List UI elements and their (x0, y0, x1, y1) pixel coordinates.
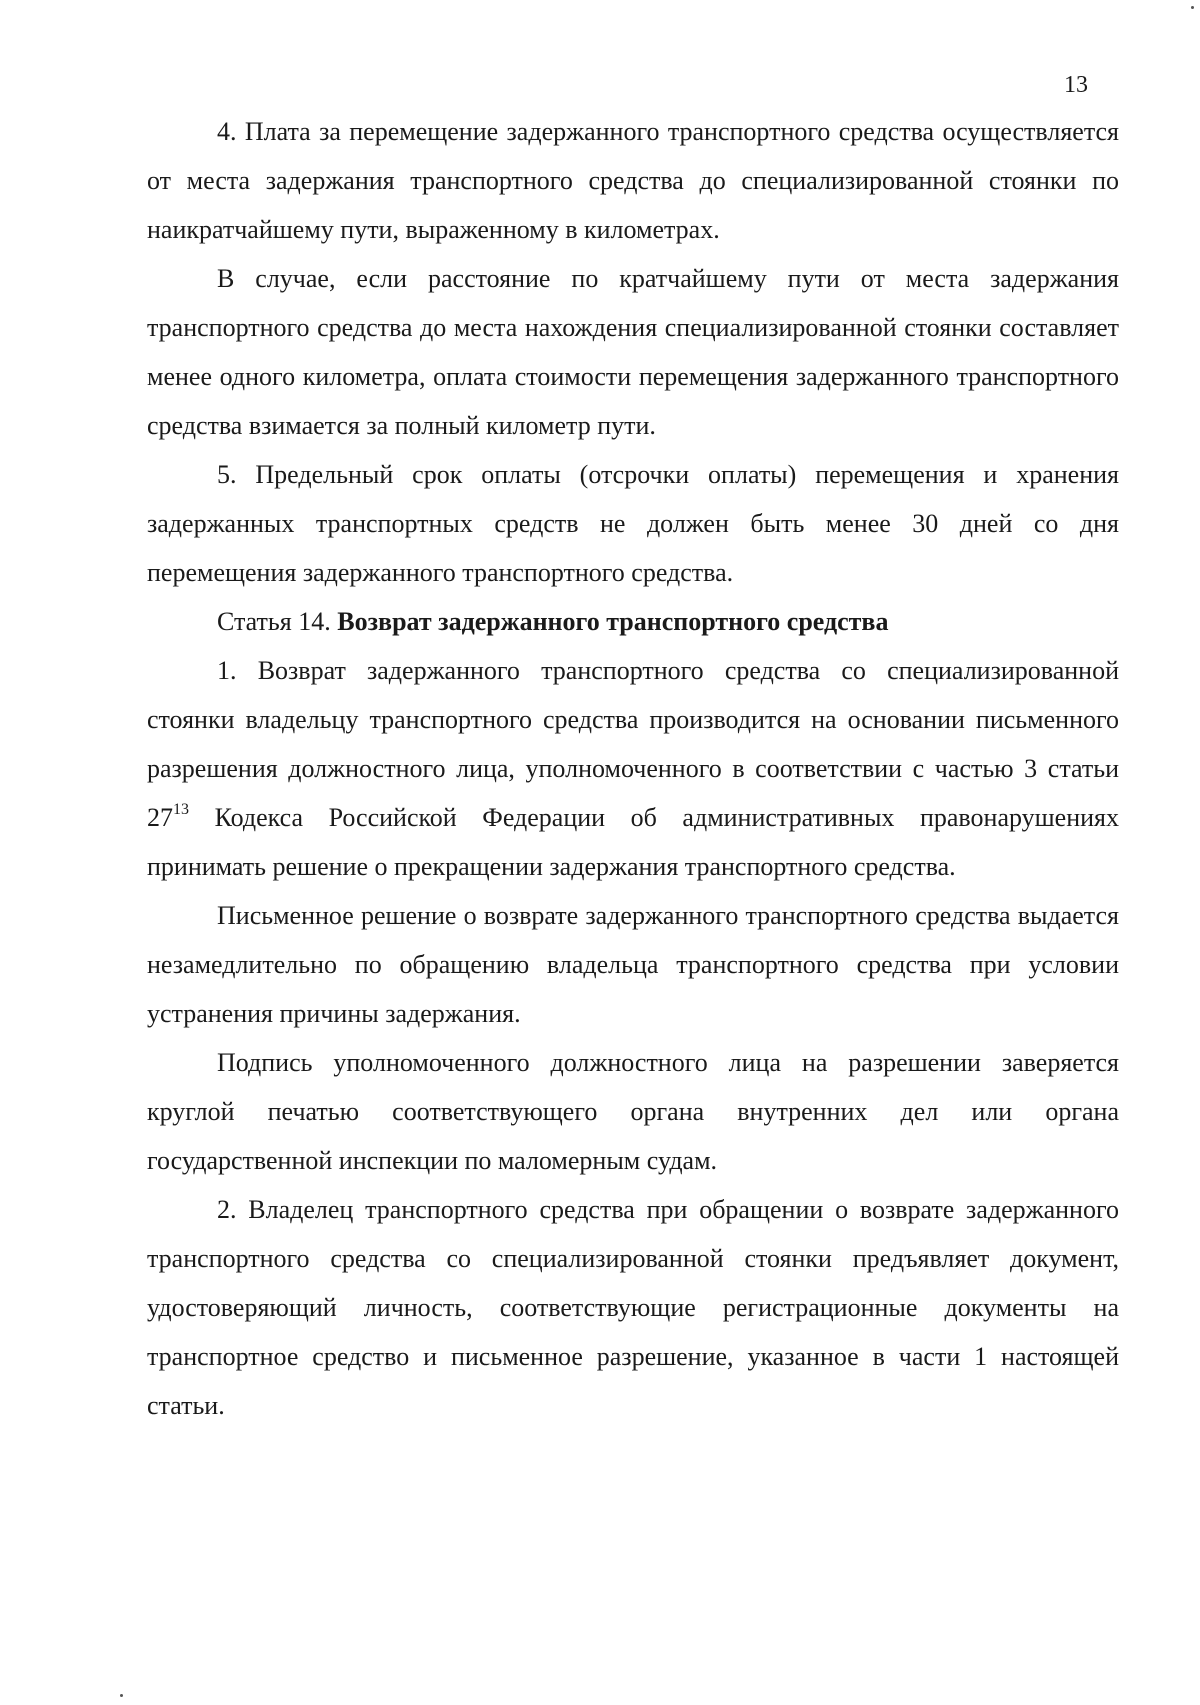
document-body (147, 107, 1119, 1430)
page-number: 13 (1064, 72, 1088, 98)
paragraph-return-basis (147, 646, 1119, 891)
paragraph-owner-documents: 2. Владелец транспортного средства при обращении о возврате задержанного транспортного средства со специализированной стоянки предъявляет документ, удостоверяющий личность, соответствующие регистрационные документы на транспортное средство и письменное разрешение, указанное в части 1 настоящей статьи. (147, 1195, 1119, 1420)
article-title: Возврат задержанного транспортного средства (337, 607, 889, 636)
article-heading (147, 597, 1119, 646)
scan-speck (1191, 6, 1194, 9)
paragraph-short-distance: В случае, если расстояние по кратчайшему пути от места задержания транспортного средства до места нахождения специализированной стоянки составляет менее одного километра, оплата стоимости перемещения задержанного транспортного средства взимается за полный километр пути. (147, 264, 1119, 440)
paragraph-return-basis-continuation: Кодекса Российской Федерации об административных правонарушениях принимать решение о прекращении задержания транспортного средства. (147, 803, 1119, 881)
scan-speck (120, 1694, 123, 1697)
paragraph-return-basis-text: 1. Возврат задержанного транспортного средства со специализированной стоянки владельцу транспортного средства производится на основании письменного разрешения должностного лица, уполномоченного в соответствии с частью 3 статьи 27 (147, 656, 1119, 832)
article-superscript: 13 (173, 801, 189, 819)
paragraph-written-decision: Письменное решение о возврате задержанного транспортного средства выдается незамедлительно по обращению владельца транспортного средства при условии устранения причины задержания. (147, 901, 1119, 1028)
paragraph-payment-term: 5. Предельный срок оплаты (отсрочки оплаты) перемещения и хранения задержанных транспортных средств не должен быть менее 30 дней со дня перемещения задержанного транспортного средства. (147, 460, 1119, 587)
paragraph-payment-distance: 4. Плата за перемещение задержанного транспортного средства осуществляется от места задержания транспортного средства до специализированной стоянки по наикратчайшему пути, выраженному в километрах. (147, 117, 1119, 244)
article-number: Статья 14. (217, 607, 331, 636)
paragraph-signature-seal: Подпись уполномоченного должностного лица на разрешении заверяется круглой печатью соответствующего органа внутренних дел или органа государственной инспекции по маломерным судам. (147, 1048, 1119, 1175)
